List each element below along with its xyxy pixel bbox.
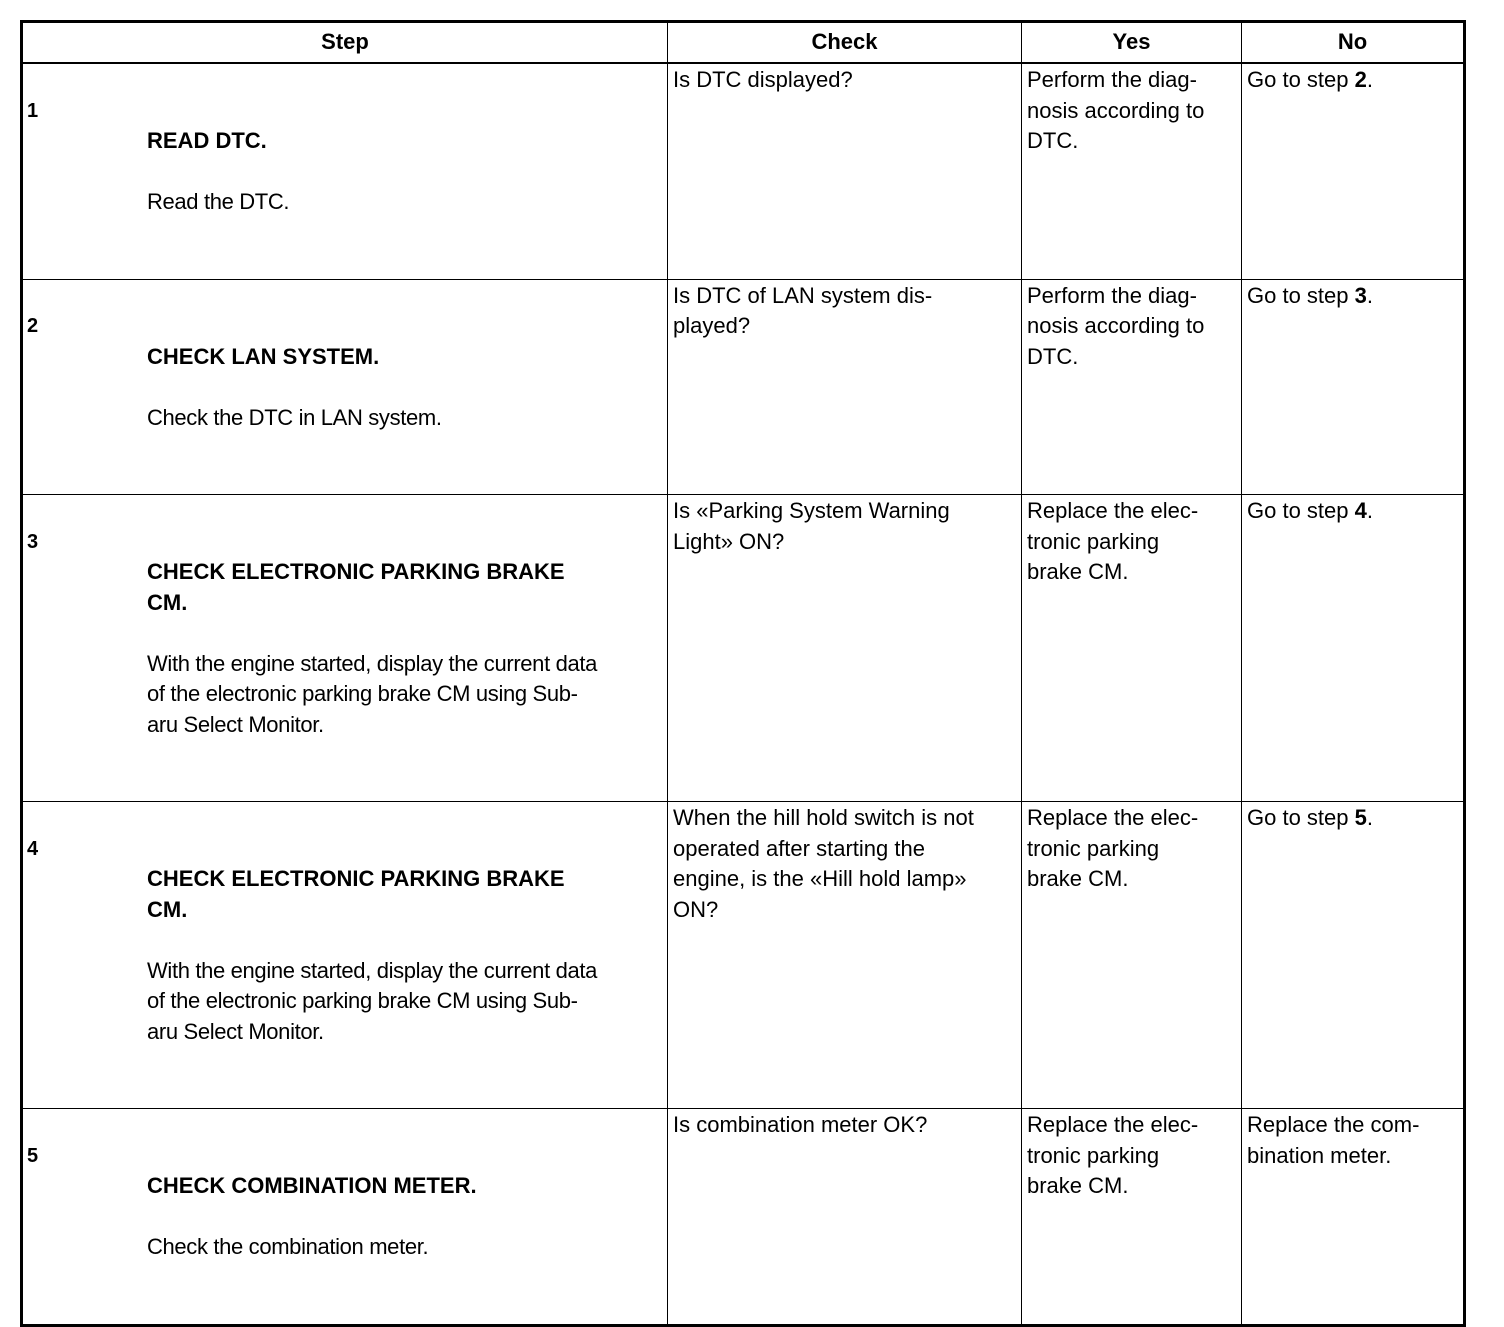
step-number: 1 <box>27 99 39 122</box>
no-text-suffix: . <box>1366 805 1373 830</box>
step-title: CHECK ELECTRONIC PARKING BRAKE CM. <box>147 866 565 922</box>
table-row <box>22 495 1465 802</box>
step-number: 2 <box>27 315 39 337</box>
yes-cell: Perform the diag- nosis according to DTC. <box>1022 63 1242 279</box>
step-description: Check the combination meter. <box>147 1234 429 1259</box>
no-text: Go to step <box>1247 498 1355 523</box>
yes-cell: Replace the elec- tronic parking brake CM. <box>1022 802 1242 1109</box>
step-cell <box>22 802 668 1109</box>
check-cell: Is combination meter OK? <box>668 1109 1022 1326</box>
no-cell <box>1242 279 1465 495</box>
yes-cell: Replace the elec- tronic parking brake CM. <box>1022 1109 1242 1326</box>
step-description: With the engine started, display the current data of the electronic parking brake CM using Sub- aru Select Monitor. <box>147 957 598 1044</box>
step-description: With the engine started, display the current data of the electronic parking brake CM using Sub- aru Select Monitor. <box>147 650 598 737</box>
header-no: No <box>1242 22 1465 64</box>
no-text-suffix: . <box>1366 67 1373 92</box>
table-row <box>22 63 1465 279</box>
step-number: 5 <box>27 1144 39 1167</box>
check-cell: Is DTC of LAN system dis- played? <box>668 279 1022 495</box>
step-title: CHECK ELECTRONIC PARKING BRAKE CM. <box>147 559 565 615</box>
header-check: Check <box>668 22 1022 64</box>
check-cell: When the hill hold switch is not operated after starting the engine, is the «Hill hold lamp» ON? <box>668 802 1022 1109</box>
no-text: Go to step <box>1247 282 1355 308</box>
no-step-link: 5 <box>1354 805 1367 830</box>
no-text: Go to step <box>1247 67 1355 92</box>
step-description: Check the DTC in LAN system. <box>147 404 442 430</box>
table-row <box>22 279 1465 495</box>
step-cell <box>22 63 668 279</box>
header-yes: Yes <box>1022 22 1242 64</box>
header-row <box>22 22 1465 64</box>
step-title: CHECK COMBINATION METER. <box>147 1173 477 1198</box>
no-text-suffix: . <box>1366 282 1373 308</box>
yes-cell: Perform the diag- nosis according to DTC. <box>1022 279 1242 495</box>
no-cell <box>1242 802 1465 1109</box>
no-step-link: 3 <box>1354 282 1367 308</box>
table-row <box>22 1109 1465 1326</box>
step-title: READ DTC. <box>147 128 267 153</box>
check-cell: Is DTC displayed? <box>668 63 1022 279</box>
step-cell <box>22 279 668 495</box>
no-text: Go to step <box>1247 805 1355 830</box>
no-text-suffix: . <box>1366 498 1373 523</box>
step-cell <box>22 495 668 802</box>
yes-cell: Replace the elec- tronic parking brake CM. <box>1022 495 1242 802</box>
header-step: Step <box>22 22 668 64</box>
no-step-link: 2 <box>1354 67 1367 92</box>
step-title: CHECK LAN SYSTEM. <box>147 343 380 369</box>
no-cell <box>1242 495 1465 802</box>
no-cell: Replace the com- bination meter. <box>1242 1109 1465 1326</box>
step-description: Read the DTC. <box>147 189 290 214</box>
check-cell: Is «Parking System Warning Light» ON? <box>668 495 1022 802</box>
diagnostic-table <box>20 20 1466 1327</box>
step-number: 4 <box>27 837 39 860</box>
step-number: 3 <box>27 530 39 553</box>
no-step-link: 4 <box>1354 498 1367 523</box>
no-cell <box>1242 63 1465 279</box>
table-row <box>22 802 1465 1109</box>
step-cell <box>22 1109 668 1326</box>
